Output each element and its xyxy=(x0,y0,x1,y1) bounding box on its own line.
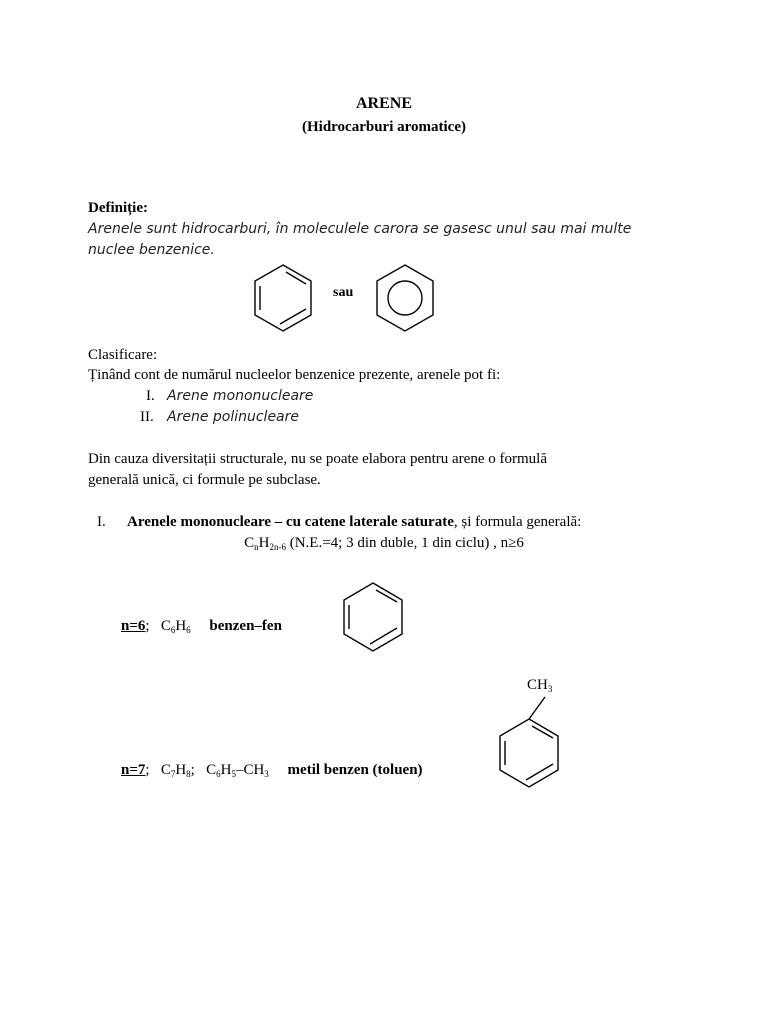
general-formula: $C_nH_{2n-6}$ (N.E.=4; 3 din duble, 1 din ciclu) , n≥6 xyxy=(244,535,524,552)
example-toluene-row: n=7; $C_7H_8$; $C_6H_5-CH_3$ metil benzen (toluen) xyxy=(121,762,423,779)
section-1-bold-text: Arenele mononucleare – cu catene laterale saturate xyxy=(127,514,454,530)
example-toluene-formula-2: $C_6H_5-CH_3$ xyxy=(206,762,269,779)
classification-item-1: Arene mononucleare xyxy=(167,388,314,404)
definition-line-1: Arenele sunt hidrocarburi, în moleculele carora se gasesc unul sau mai multe xyxy=(88,221,632,237)
classification-item-2: Arene polinucleare xyxy=(167,409,300,425)
example-benzene-name: benzen–fen xyxy=(209,618,282,634)
example-benzene-formula: $C_6H_6$ xyxy=(160,618,191,635)
toluene-structure xyxy=(0,0,1,1)
example-toluene-formula: $C_7H_8$ xyxy=(160,762,191,779)
toluene-substituent-label: $CH_3$ xyxy=(527,677,553,694)
page-title: ARENE xyxy=(355,95,412,112)
section-1-heading xyxy=(127,514,581,531)
or-label: sau xyxy=(333,285,354,300)
definition-line-2: nuclee benzenice. xyxy=(88,242,215,258)
page-subtitle: (Hidrocarburi aromatice) xyxy=(302,119,466,135)
classification-item-2-num: II. xyxy=(140,409,154,425)
example-benzene-row: n=6; $C_6H_6$ benzen–fen xyxy=(121,618,282,635)
definition-heading: Definiție: xyxy=(88,200,148,216)
note-line-1: Din cauza diversitații structurale, nu se poate elabora pentru arene o formulă xyxy=(88,451,547,467)
classification-heading: Clasificare: xyxy=(88,347,158,363)
note-line-2: generală unică, ci formule pe subclase. xyxy=(88,472,321,488)
example-toluene-n: n=7 xyxy=(121,762,146,778)
section-1-rest-text: , și formula generală: xyxy=(453,514,582,530)
example-toluene-name: metil benzen (toluen) xyxy=(287,762,423,778)
classification-item-1-num: I. xyxy=(146,388,155,404)
section-1-num: I. xyxy=(97,514,106,530)
example-benzene-n: n=6 xyxy=(121,618,146,634)
classification-intro: Ținând cont de numărul nucleelor benzenice prezente, arenele pot fi: xyxy=(88,367,501,383)
